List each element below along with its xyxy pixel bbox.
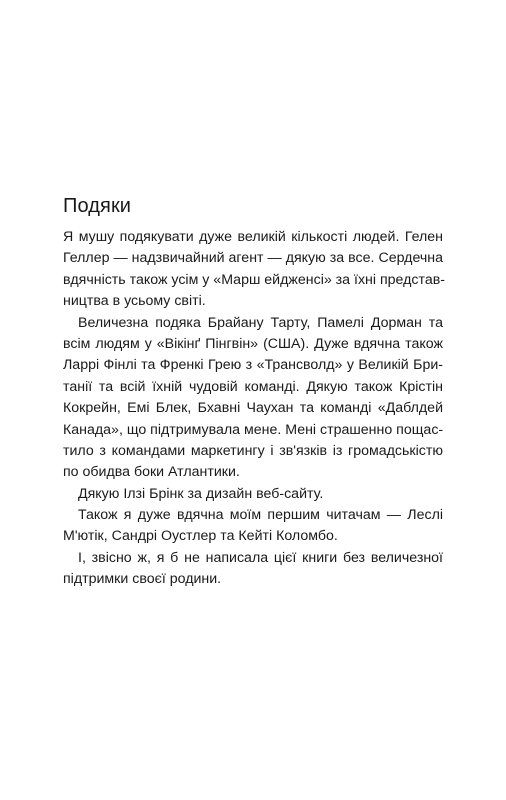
text-line: Дякую Ілзі Брінк за дизайн веб-сайту.	[78, 485, 324, 502]
acknowledgements-text	[63, 227, 443, 591]
text-line: Ларрі Фінлі та Френкі Грею з «Трансволд» у Великій Бри-	[63, 357, 443, 374]
text-line: Також я дуже вдячна моїм першим читачам — Леслі	[78, 507, 443, 524]
text-line: Кокрейн, Емі Блек, Бхавні Чаухан та команді «Даблдей	[63, 400, 443, 417]
text-line: підтримки своєї родини.	[63, 571, 222, 588]
text-line: Геллер — надзвичайний агент — дякую за все. Сердечна	[63, 250, 443, 267]
text-line: по обидва боки Атлантики.	[63, 464, 240, 481]
text-line: ництва в усьому світі.	[63, 293, 206, 310]
text-line: тило з командами маркетингу і зв'язків із громадськістю	[63, 442, 443, 459]
text-line: всім людям у «Вікінґ Пінгвін» (США). Дуже вдячна також	[63, 335, 443, 352]
text-line: танії та всій їхній чудовій команді. Дякую також Крістін	[63, 378, 443, 395]
text-line: М'ютік, Сандрі Оустлер та Кейті Коломбо.	[63, 528, 338, 545]
text-line: Я мушу подякувати дуже великій кількості людей. Гелен	[63, 229, 443, 245]
text-line: Величезна подяка Брайану Тарту, Памелі Дорман та	[78, 314, 443, 331]
page-title: Подяки	[63, 195, 132, 217]
text-line: вдячність також усім у «Марш ейдженсі» за їхні представ-	[63, 271, 445, 288]
text-line: І, звісно ж, я б не написала цієї книги без величезної	[78, 549, 443, 566]
text-line: Канада», що підтримувала мене. Мені страшенно пощас-	[63, 421, 444, 438]
